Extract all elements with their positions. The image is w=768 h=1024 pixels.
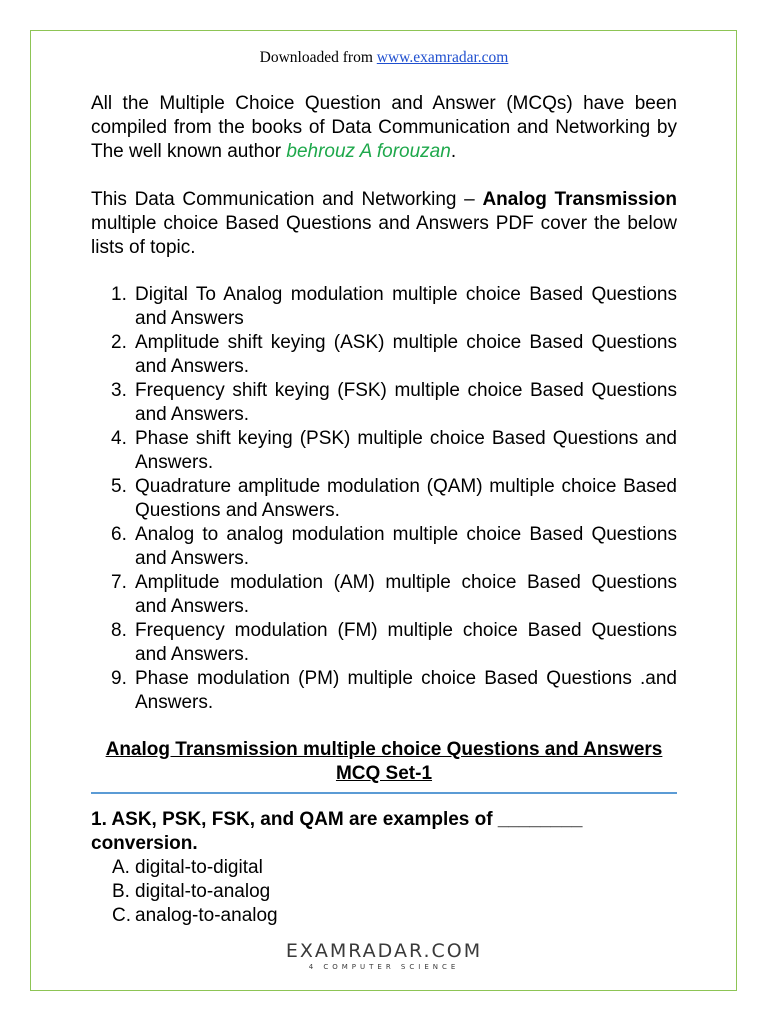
option-c[interactable] xyxy=(91,904,677,928)
intro-text: All the Multiple Choice Question and Answer (MCQs) have been compiled from the books of Data Communication and Networking by The well known author xyxy=(91,93,677,162)
list-item-text: Frequency modulation (FM) multiple choice Based Questions and Answers. xyxy=(135,620,677,665)
examradar-logo xyxy=(0,940,768,972)
intro-paragraph xyxy=(91,92,677,164)
list-item-number: 4. xyxy=(111,428,127,449)
set-title-line2: MCQ Set-1 xyxy=(335,763,433,784)
list-item-text: Amplitude shift keying (ASK) multiple choice Based Questions and Answers. xyxy=(135,332,677,377)
list-item-text: Analog to analog modulation multiple choice Based Questions and Answers. xyxy=(135,524,677,569)
list-item-text: Digital To Analog modulation multiple choice Based Questions and Answers xyxy=(135,284,677,329)
list-item-text: Quadrature amplitude modulation (QAM) multiple choice Based Questions and Answers. xyxy=(135,476,677,521)
topic-para-bold: Analog Transmission xyxy=(482,189,677,210)
list-item-number: 8. xyxy=(111,620,127,641)
list-item-number: 5. xyxy=(111,476,127,497)
topic-list xyxy=(91,283,677,715)
option-letter: A. xyxy=(112,857,130,878)
list-item-number: 9. xyxy=(111,668,127,689)
list-item-number: 2. xyxy=(111,332,127,353)
option-a[interactable] xyxy=(91,856,677,880)
header-prefix: Downloaded from xyxy=(259,49,377,66)
list-item-number: 6. xyxy=(111,524,127,545)
list-item xyxy=(91,667,677,715)
section-divider xyxy=(91,792,677,794)
list-item-text: Phase modulation (PM) multiple choice Based Questions .and Answers. xyxy=(135,668,677,713)
list-item-text: Amplitude modulation (AM) multiple choice Based Questions and Answers. xyxy=(135,572,677,617)
logo-tagline: 4 COMPUTER SCIENCE xyxy=(308,963,460,971)
list-item-text: Phase shift keying (PSK) multiple choice Based Questions and Answers. xyxy=(135,428,677,473)
list-item-number: 7. xyxy=(111,572,127,593)
list-item-number: 3. xyxy=(111,380,127,401)
download-header xyxy=(0,48,768,68)
option-text: analog-to-analog xyxy=(135,905,278,926)
topic-para-start: This Data Communication and Networking – xyxy=(91,189,483,210)
logo-wordmark: EXAMRADAR.COM xyxy=(285,940,483,962)
option-text: digital-to-analog xyxy=(135,881,271,902)
option-letter: B. xyxy=(112,881,130,902)
topic-paragraph xyxy=(91,188,677,260)
list-item xyxy=(91,379,677,427)
list-item-text: Frequency shift keying (FSK) multiple choice Based Questions and Answers. xyxy=(135,380,677,425)
list-item xyxy=(91,331,677,379)
list-item xyxy=(91,571,677,619)
author-name: behrouz A forouzan xyxy=(286,141,451,162)
examradar-link[interactable]: www.examradar.com xyxy=(376,49,509,66)
question-1: 1. ASK, PSK, FSK, and QAM are examples of ________ conversion. xyxy=(91,809,583,854)
option-b[interactable] xyxy=(91,880,677,904)
topic-para-end: multiple choice Based Questions and Answers PDF cover the below lists of topic. xyxy=(91,213,677,258)
set-title-line1: Analog Transmission multiple choice Questions and Answers xyxy=(105,739,663,760)
list-item xyxy=(91,619,677,667)
mcq-set-title xyxy=(91,738,677,786)
intro-end: . xyxy=(450,141,457,162)
list-item xyxy=(91,427,677,475)
option-letter: C. xyxy=(112,905,131,926)
answer-options xyxy=(91,856,677,928)
document-body xyxy=(91,92,677,928)
list-item xyxy=(91,283,677,331)
option-text: digital-to-digital xyxy=(135,857,263,878)
list-item-number: 1. xyxy=(111,284,127,305)
list-item xyxy=(91,523,677,571)
list-item xyxy=(91,475,677,523)
